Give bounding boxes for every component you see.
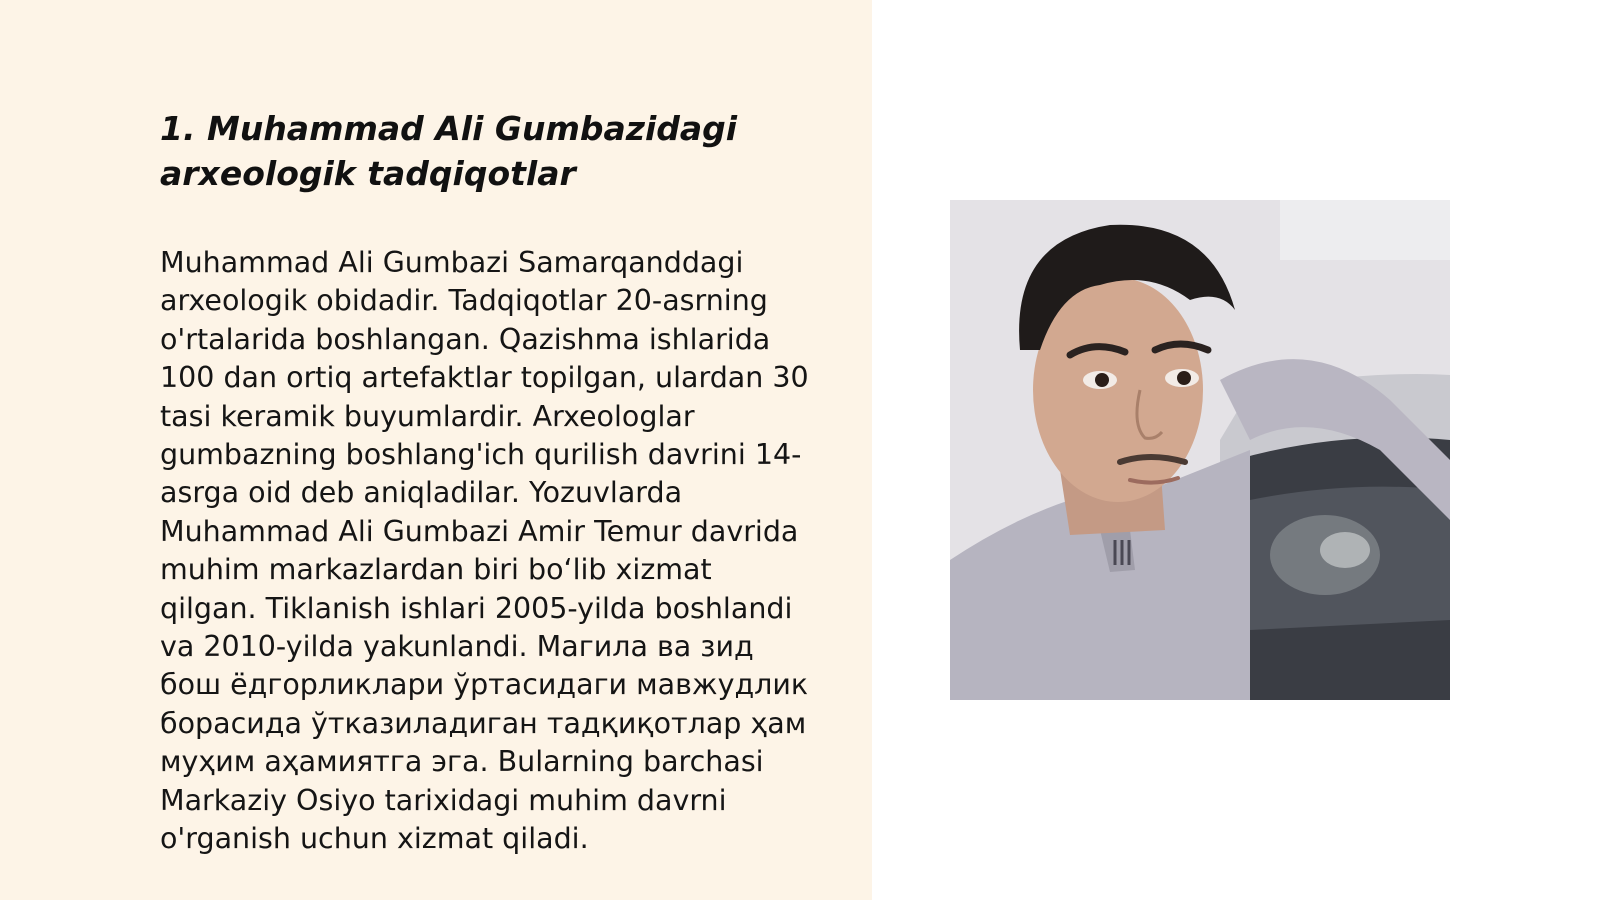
slide-body-text: Muhammad Ali Gumbazi Samarqanddagi arxeologik obidadir. Tadqiqotlar 20-asrning o'rtalarida boshlangan. Qazishma ishlarida 100 dan ortiq artefaktlar topilgan, ulardan 30 tasi keramik buyumlardir. Arxeologlar gumbazning boshlang'ich qurilish davrini 14- asrga oid deb aniqladilar. Yozuvlarda Muhammad Ali Gumbazi Amir Temur davrida muhim markazlardan biri bo‘lib xizmat qilgan. Tiklanish ishlari 2005-yilda boshlandi va 2010-yilda yakunlandi. Магила ва зид бош ёдгорликлари ўртасидаги мавжудлик борасида ўтказиладиган тадқиқотлар ҳам муҳим аҳамиятга эга. Bularning barchasi Markaziy Osiyo tarixidagi muhim davrni o'rganish uchun xizmat qiladi.: [160, 246, 809, 856]
portrait-photo: [950, 200, 1450, 700]
portrait-photo-illustration: [950, 200, 1450, 700]
slide-title: 1. Muhammad Ali Gumbazidagi arxeologik tadqiqotlar: [160, 109, 738, 193]
